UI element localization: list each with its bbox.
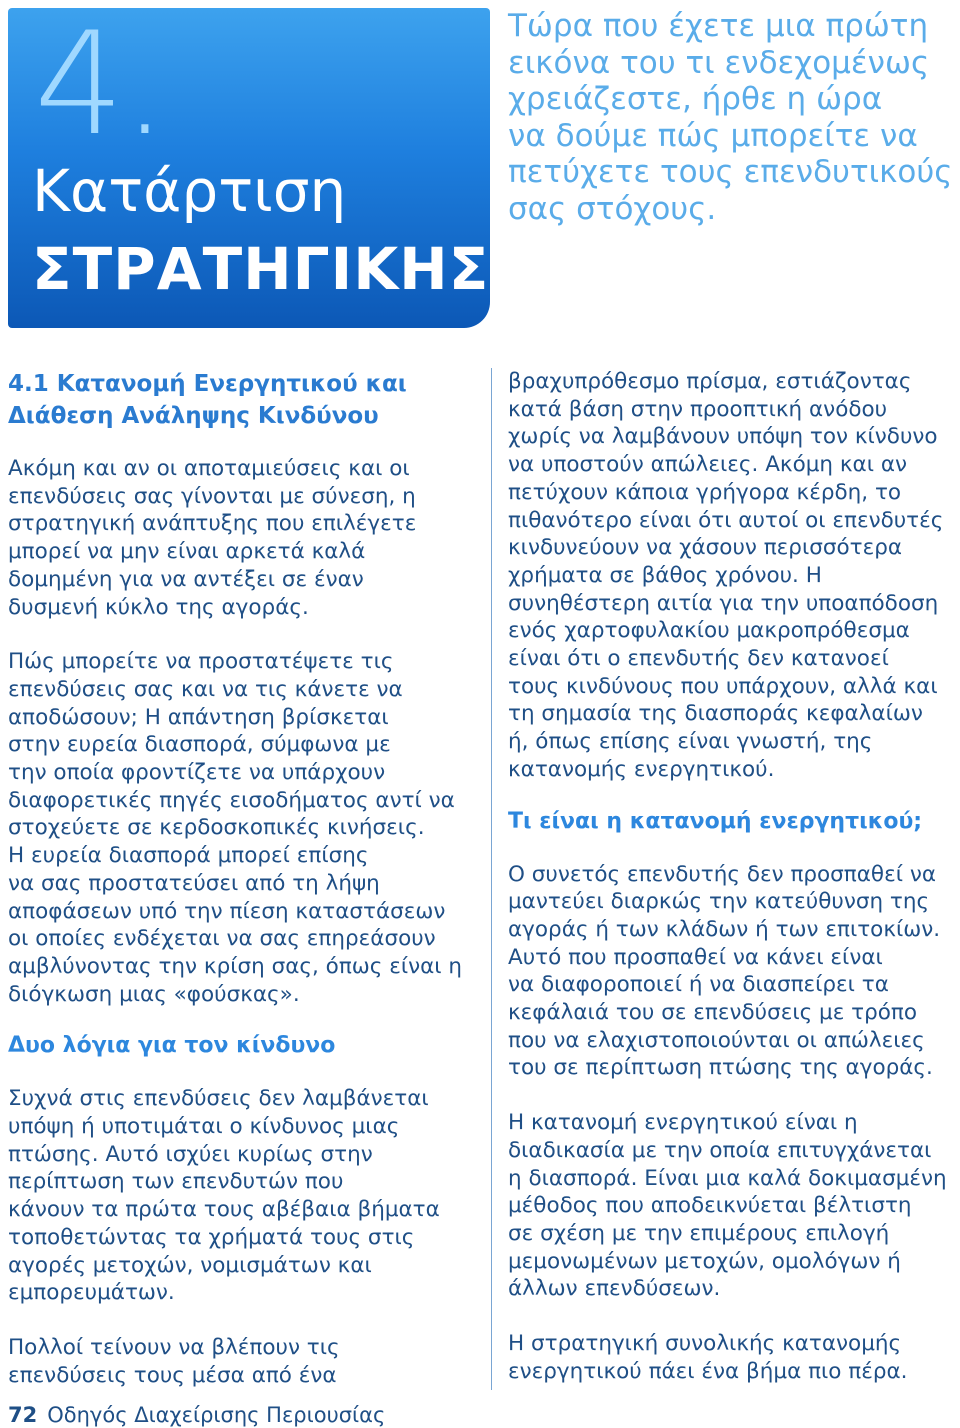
page-number: 72 [8,1403,38,1427]
paragraph: Πολλοί τείνουν να βλέπουν τις επενδύσεις τους μέσα από ένα [8,1334,340,1388]
page-footer [8,1402,385,1428]
intro-text: Τώρα που έχετε μια πρώτη εικόνα του τι ενδεχομένως χρειάζεστε, ήρθε η ώρα να δούμε πώς μπορείτε να πετύχετε τους επενδυτικούς σας στόχους. [508,8,953,227]
section-title: 4.1 Κατανομή Ενεργητικού και Διάθεση Ανάληψης Κινδύνου [8,371,407,429]
subheading-asset-allocation: Τι είναι η κατανομή ενεργητικού; [508,808,923,834]
paragraph: βραχυπρόθεσμο πρίσμα, εστιάζοντας κατά βάση στην προοπτική ανόδου χωρίς να λαμβάνουν υπόψη τον κίνδυνο να υποστούν απώλειες. Ακόμη και αν πετύχουν κάποια γρήγορα κέρδη, το πιθανότερο είναι ότι αυτοί οι επενδυτές κινδυνεύουν να χάσουν περισσότερα χρήματα σε βάθος χρόνου. Η συνηθέστερη αιτία για την υποαπόδοση ενός χαρτοφυλακίου μακροπρόθεσμα είναι ότι ο επενδυτής δεν κατανοεί τους κινδύνους που υπάρχουν, αλλά και τη σημασία της διασποράς κεφαλαίων ή, όπως επίσης είναι γνωστή, της κατανομής ενεργητικού. [508,369,944,782]
subheading-risk: Δυο λόγια για τον κίνδυνο [8,1033,336,1059]
chapter-number: 4. [34,8,166,167]
chapter-title-box [8,8,490,328]
chapter-title-caps: ΣΤΡΑΤΗΓΙΚΗΣ [32,235,490,303]
paragraph: Η κατανομή ενεργητικού είναι η διαδικασία με την οποία επιτυγχάνεται η διασπορά. Είναι μια καλά δοκιμασμένη μέθοδος που αποδεικνύεται βέλτιστη σε σχέση με την επιμέρους επιλογή μεμονωμένων μετοχών, ομολόγων ή άλλων επενδύσεων. [508,1110,947,1302]
paragraph: Πώς μπορείτε να προστατέψετε τις επενδύσεις σας και να τις κάνετε να αποδώσουν; Η απάντηση βρίσκεται στην ευρεία διασπορά, σύμφωνα με την οποία φροντίζετε να υπάρχουν διαφορετικές πηγές εισοδήματος αντί να στοχεύετε σε κερδοσκοπικές κινήσεις. Η ευρεία διασπορά μπορεί επίσης να σας προστατεύσει από τη λήψη αποφάσεων υπό την πίεση καταστάσεων οι οποίες ενδέχεται να σας επηρεάσουν αμβλύνοντας την κρίση σας, όπως είναι η διόγκωση μιας «φούσκας». [8,649,463,1007]
right-column [508,368,958,1386]
paragraph: Ο συνετός επενδυτής δεν προσπαθεί να μαντεύει διαρκώς την κατεύθυνση της αγοράς ή των κλάδων ή των επιτοκίων. Αυτό που προσπαθεί να κάνει είναι να διαφοροποιεί ή να διασπείρει τα κεφάλαιά του σε επενδύσεις με τρόπο που να ελαχιστοποιούνται οι απώλειες του σε περίπτωση πτώσης της αγοράς. [508,861,941,1081]
paragraph: Η στρατηγική συνολικής κατανομής ενεργητικού πάει ένα βήμα πιο πέρα. [508,1331,908,1384]
chapter-intro [508,8,954,227]
guide-title: Οδηγός Διαχείρισης Περιουσίας [47,1403,386,1427]
chapter-title: Κατάρτιση [32,157,347,225]
column-divider [491,368,492,1390]
left-column [8,368,478,1389]
paragraph: Ακόμη και αν οι αποταμιεύσεις και οι επενδύσεις σας γίνονται με σύνεση, η στρατηγική ανάπτυξης που επιλέγετε μπορεί να μην είναι αρκετά καλά δομημένη για να αντέξει σε έναν δυσμενή κύκλο της αγοράς. [8,456,417,620]
paragraph: Συχνά στις επενδύσεις δεν λαμβάνεται υπόψη ή υποτιμάται ο κίνδυνος μιας πτώσης. Αυτό ισχύει κυρίως στην περίπτωση των επενδυτών που κάνουν τα πρώτα τους αβέβαια βήματα τοποθετώντας τα χρήματά τους στις αγορές μετοχών, νομισμάτων και εμπορευμάτων. [8,1086,440,1306]
